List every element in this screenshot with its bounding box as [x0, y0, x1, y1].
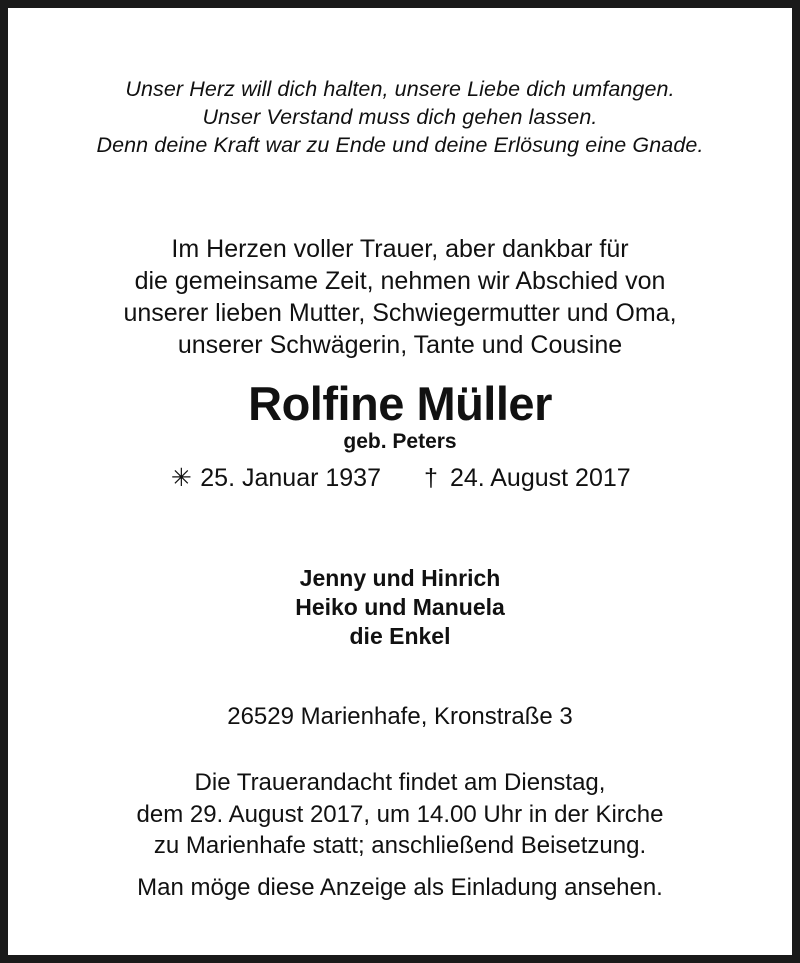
- mourner-line: Heiko und Manuela: [295, 594, 505, 620]
- intro-line: die gemeinsame Zeit, nehmen wir Abschied von: [134, 267, 666, 295]
- service-line: dem 29. August 2017, um 14.00 Uhr in der Kirche: [136, 800, 664, 828]
- life-dates: [8, 461, 792, 495]
- death-date-group: [419, 461, 631, 495]
- mourner-line: die Enkel: [349, 623, 451, 649]
- mourner-line: Jenny und Hinrich: [299, 565, 501, 591]
- motto-verse: [8, 75, 792, 159]
- service-info: [8, 767, 792, 862]
- service-line: Die Trauerandacht findet am Dienstag,: [194, 769, 606, 796]
- birth-date-group: [169, 461, 381, 495]
- motto-line: Unser Verstand muss dich gehen lassen.: [202, 105, 598, 129]
- intro-text: [8, 233, 792, 361]
- intro-line: unserer Schwägerin, Tante und Cousine: [177, 331, 623, 359]
- motto-line: Unser Herz will dich halten, unsere Liebe dich umfangen.: [125, 77, 675, 101]
- invitation-note: Man möge diese Anzeige als Einladung ansehen.: [137, 874, 663, 901]
- death-date: 24. August 2017: [449, 464, 631, 492]
- mourners: [8, 564, 792, 651]
- deceased-name: Rolfine Müller: [248, 377, 552, 430]
- family-address: 26529 Marienhafe, Kronstraße 3: [227, 703, 573, 730]
- birth-date: 25. Januar 1937: [200, 464, 381, 492]
- service-line: zu Marienhafe statt; anschließend Beisetzung.: [153, 832, 647, 859]
- motto-line: Denn deine Kraft war zu Ende und deine Erlösung eine Gnade.: [96, 133, 704, 157]
- birth-star-icon: ✳: [170, 464, 192, 492]
- maiden-name: geb. Peters: [343, 430, 457, 453]
- intro-line: Im Herzen voller Trauer, aber dankbar für: [171, 235, 629, 263]
- death-cross-icon: †: [424, 464, 438, 492]
- intro-line: unserer lieben Mutter, Schwiegermutter und Oma,: [123, 299, 677, 327]
